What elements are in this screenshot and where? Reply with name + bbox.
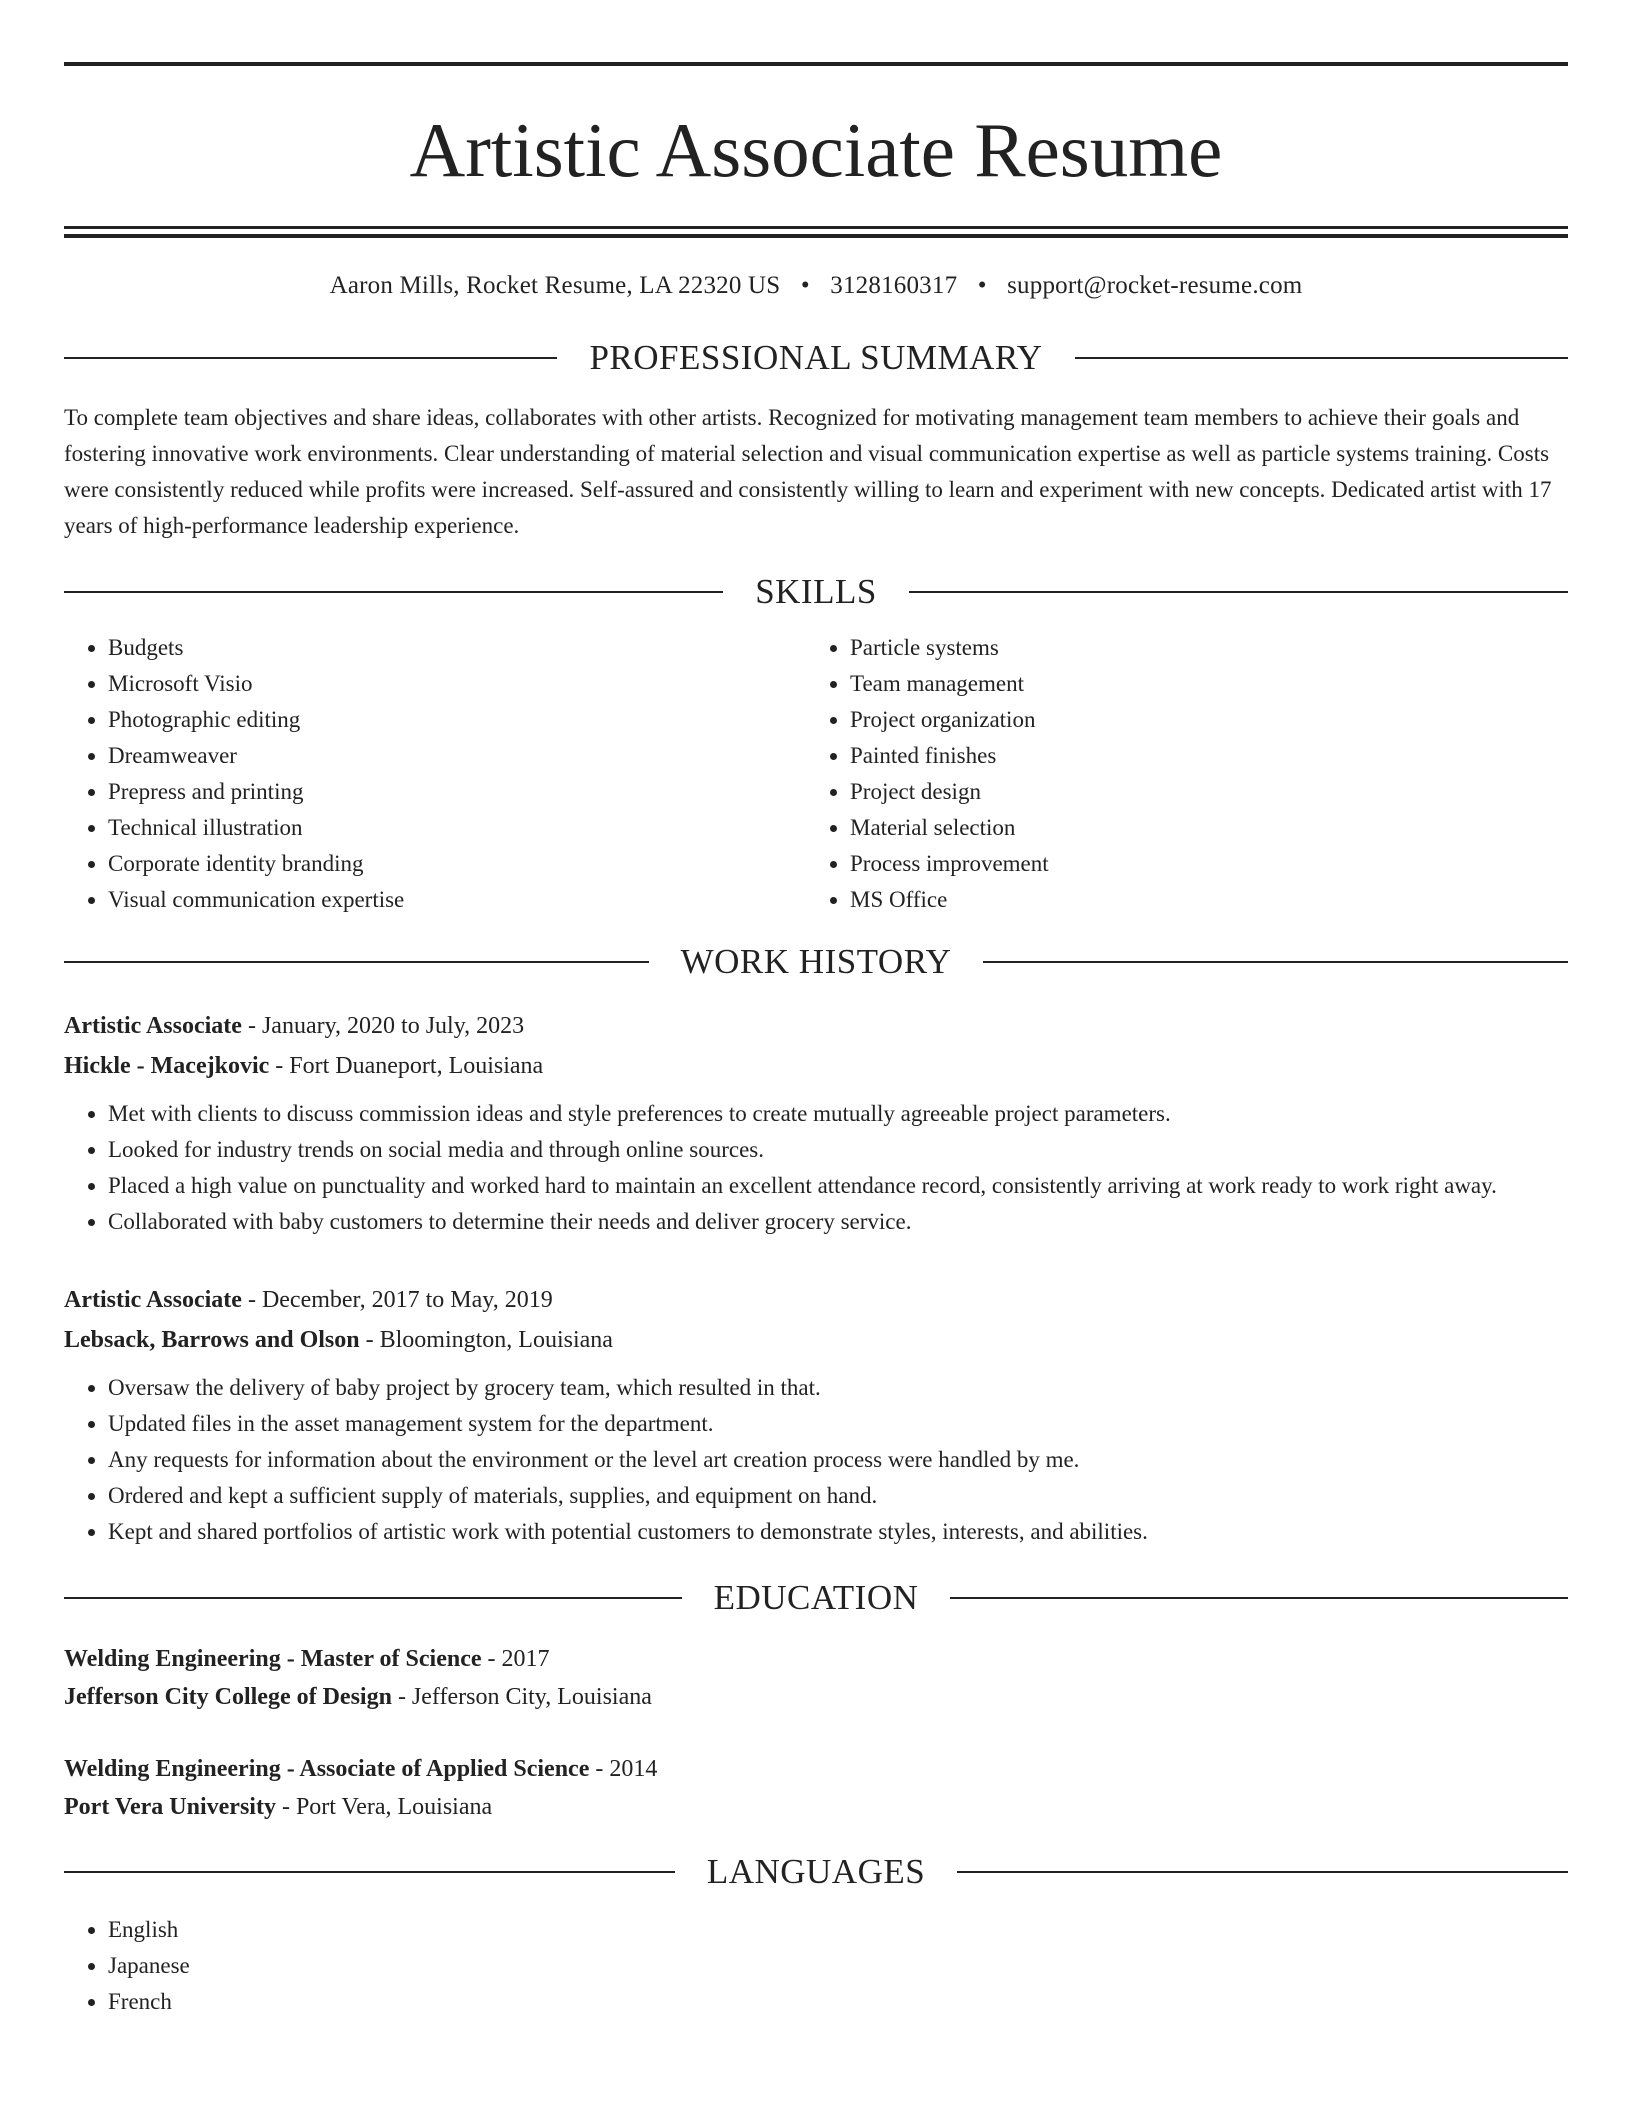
school-name: Jefferson City College of Design	[64, 1684, 392, 1710]
summary-text: To complete team objectives and share ideas, collaborates with other artists. Recognized for motivating management team members to achieve their goals and fostering innovative work environments. Clear understanding of material selection and visual communication expertise as well as particle systems training. Costs were consistently reduced while profits were increased. Self-assured and consistently willing to learn and experiment with new concepts. Dedicated artist with 17 years of high-performance leadership experience.	[64, 405, 1552, 538]
skill-item: • Photographic editing	[108, 702, 806, 738]
skill-item: • Technical illustration	[108, 810, 806, 846]
job-duties	[64, 1096, 1568, 1240]
skill-item: • Microsoft Visio	[108, 666, 806, 702]
duty-item: • Oversaw the delivery of baby project by grocery team, which resulted in that.	[108, 1370, 1568, 1406]
degree-line	[64, 1640, 1568, 1678]
skill-item: • Project organization	[850, 702, 1049, 738]
language-item: • French	[108, 1984, 1568, 2020]
section-rule	[957, 1871, 1568, 1873]
duty-item: • Ordered and kept a sufficient supply of materials, supplies, and equipment on hand.	[108, 1478, 1568, 1514]
contact-line	[64, 272, 1568, 300]
contact-phone: 3128160317	[830, 272, 958, 299]
section-rule	[950, 1597, 1568, 1599]
contact-address: Aaron Mills, Rocket Resume, LA 22320 US	[329, 272, 781, 299]
section-header-education	[64, 1576, 1568, 1620]
job-entry	[64, 1006, 1568, 1240]
contact-separator: •	[977, 272, 987, 299]
job-company: Hickle - Macejkovic	[64, 1053, 270, 1079]
skill-item: • Team management	[850, 666, 1049, 702]
section-rule	[64, 1597, 682, 1599]
section-header-summary	[64, 336, 1568, 380]
degree-name: Welding Engineering - Associate of Applied Science	[64, 1756, 590, 1782]
language-item: • English	[108, 1912, 1568, 1948]
section-rule	[64, 357, 557, 359]
job-title-line	[64, 1006, 1568, 1046]
section-rule	[64, 591, 723, 593]
job-title-line	[64, 1280, 1568, 1320]
job-title: Artistic Associate	[64, 1287, 242, 1313]
job-company: Lebsack, Barrows and Olson	[64, 1327, 360, 1353]
skill-item: • Prepress and printing	[108, 774, 806, 810]
skill-item: • Project design	[850, 774, 1049, 810]
duty-item: • Looked for industry trends on social media and through online sources.	[108, 1132, 1568, 1168]
duty-item: • Collaborated with baby customers to determine their needs and deliver grocery service.	[108, 1204, 1568, 1240]
section-rule	[909, 591, 1568, 593]
section-rule	[64, 961, 649, 963]
school-line	[64, 1788, 1568, 1826]
job-company-line	[64, 1320, 1568, 1360]
section-rule	[64, 1871, 675, 1873]
section-title-work: WORK HISTORY	[680, 942, 952, 981]
top-rule	[64, 62, 1568, 66]
skills-list	[64, 630, 1568, 918]
section-title-languages: LANGUAGES	[706, 1852, 926, 1891]
skill-item: • Painted finishes	[850, 738, 1049, 774]
school-line	[64, 1678, 1568, 1716]
language-item: • Japanese	[108, 1948, 1568, 1984]
job-dates: - December, 2017 to May, 2019	[241, 1287, 553, 1313]
skill-item: • Process improvement	[850, 846, 1049, 882]
job-company-line	[64, 1046, 1568, 1086]
skill-item: • Corporate identity branding	[108, 846, 806, 882]
section-title-education: EDUCATION	[713, 1578, 919, 1617]
languages-list	[64, 1912, 1568, 2020]
section-rule	[983, 961, 1568, 963]
section-title-skills: SKILLS	[755, 572, 877, 611]
job-title: Artistic Associate	[64, 1013, 242, 1039]
section-rule	[1075, 357, 1568, 359]
school-location: - Port Vera, Louisiana	[275, 1794, 493, 1820]
school-name: Port Vera University	[64, 1794, 276, 1820]
education-entry	[64, 1750, 1568, 1826]
skills-column-left	[64, 630, 806, 918]
duty-item: • Placed a high value on punctuality and worked hard to maintain an excellent attendance record, consistently arriving at work ready to work right away.	[108, 1168, 1568, 1204]
degree-year: - 2017	[481, 1646, 550, 1672]
education-entry	[64, 1640, 1568, 1716]
section-header-skills	[64, 570, 1568, 614]
job-dates: - January, 2020 to July, 2023	[241, 1013, 525, 1039]
section-header-languages	[64, 1850, 1568, 1894]
duty-item: • Any requests for information about the environment or the level art creation process were handled by me.	[108, 1442, 1568, 1478]
contact-email: support@rocket-resume.com	[1007, 272, 1303, 299]
degree-year: - 2014	[589, 1756, 658, 1782]
duty-item: • Updated files in the asset management system for the department.	[108, 1406, 1568, 1442]
skills-column-right	[806, 630, 1049, 918]
skill-item: • Visual communication expertise	[108, 882, 806, 918]
job-location: - Bloomington, Louisiana	[359, 1327, 613, 1353]
resume-page	[64, 0, 1568, 2020]
title-double-rule	[64, 226, 1568, 238]
duty-item: • Met with clients to discuss commission ideas and style preferences to create mutually agreeable project parameters.	[108, 1096, 1568, 1132]
job-entry	[64, 1280, 1568, 1550]
skill-item: • Dreamweaver	[108, 738, 806, 774]
degree-line	[64, 1750, 1568, 1788]
skill-item: • Material selection	[850, 810, 1049, 846]
section-header-work	[64, 940, 1568, 984]
job-location: - Fort Duaneport, Louisiana	[269, 1053, 544, 1079]
page-title: Artistic Associate Resume	[409, 107, 1223, 193]
job-duties	[64, 1370, 1568, 1550]
degree-name: Welding Engineering - Master of Science	[64, 1646, 482, 1672]
section-title-summary: PROFESSIONAL SUMMARY	[589, 338, 1043, 377]
skill-item: • Budgets	[108, 630, 806, 666]
contact-separator: •	[800, 272, 810, 299]
skill-item: • Particle systems	[850, 630, 1049, 666]
skill-item: • MS Office	[850, 882, 1049, 918]
duty-item: • Kept and shared portfolios of artistic work with potential customers to demonstrate styles, interests, and abilities.	[108, 1514, 1568, 1550]
school-location: - Jefferson City, Louisiana	[391, 1684, 652, 1710]
